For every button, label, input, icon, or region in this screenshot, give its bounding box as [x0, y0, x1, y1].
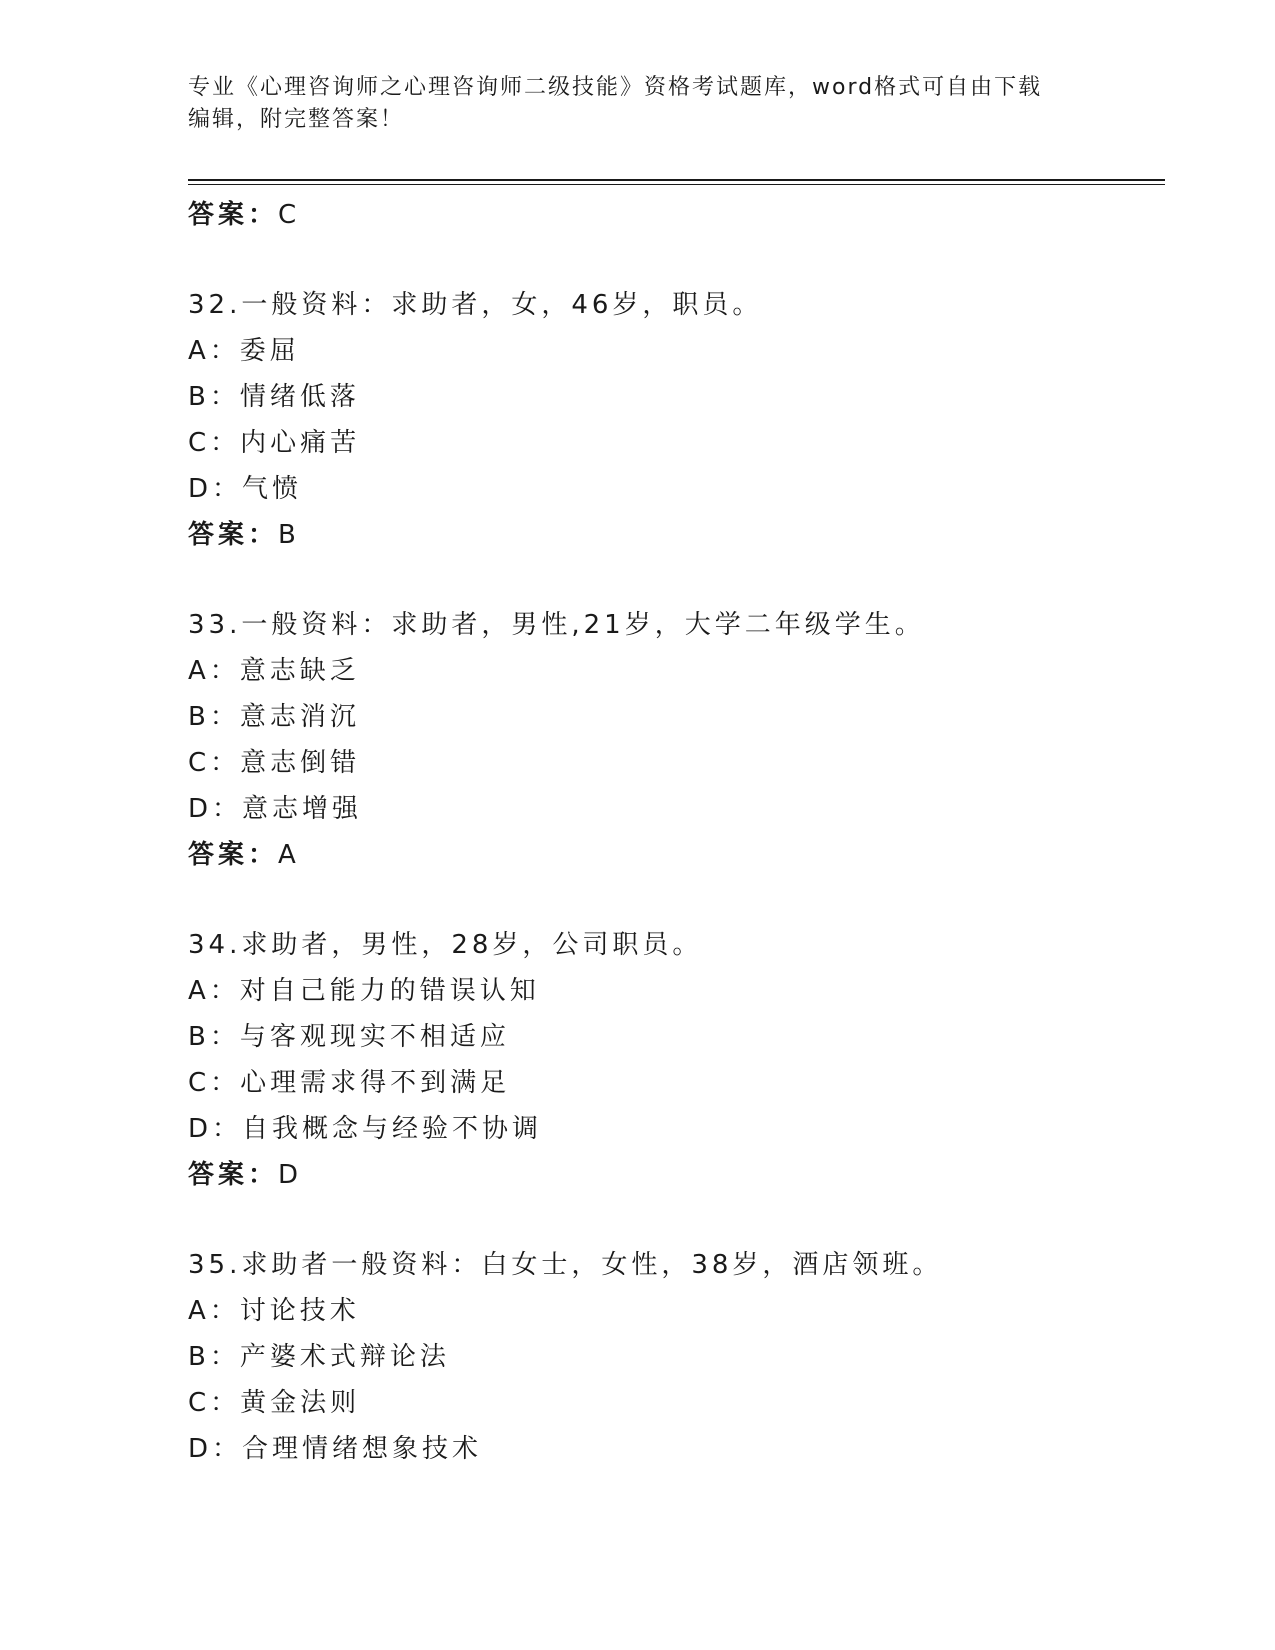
- answer-value: B: [278, 520, 300, 550]
- option-c: C：心理需求得不到满足: [188, 1068, 511, 1098]
- question-stem: 33.一般资料：求助者，男性,21岁，大学二年级学生。: [188, 610, 925, 640]
- option-a: A：讨论技术: [188, 1296, 360, 1326]
- option-d: D：气愤: [188, 474, 303, 504]
- option-d: D：合理情绪想象技术: [188, 1434, 483, 1464]
- question-stem: 32.一般资料：求助者，女，46岁，职员。: [188, 290, 763, 320]
- answer-label: 答案：: [188, 200, 279, 230]
- option-c: C：黄金法则: [188, 1388, 361, 1418]
- answer-line: [188, 192, 1148, 238]
- answer-label: 答案：: [188, 1160, 279, 1190]
- answer-line: [188, 512, 1148, 558]
- answer-value: A: [278, 840, 300, 870]
- option-b: B：与客观现实不相适应: [188, 1022, 510, 1052]
- answer-value: C: [278, 200, 301, 230]
- option-a: A：委屈: [188, 336, 300, 366]
- header-divider-thin: [188, 184, 1165, 185]
- answer-label: 答案：: [188, 840, 279, 870]
- option-b: B：意志消沉: [188, 702, 360, 732]
- question-block: [188, 922, 1148, 1198]
- answer-line: [188, 832, 1148, 878]
- option-c: C：意志倒错: [188, 748, 361, 778]
- answer-line: [188, 1152, 1148, 1198]
- question-block: [188, 602, 1148, 878]
- header-divider-thick: [188, 179, 1165, 181]
- option-a: A：意志缺乏: [188, 656, 360, 686]
- document-header: [188, 72, 1088, 136]
- question-list: [188, 192, 1148, 1472]
- option-c: C：内心痛苦: [188, 428, 361, 458]
- question-stem: 34.求助者，男性，28岁，公司职员。: [188, 930, 703, 960]
- question-block: [188, 282, 1148, 558]
- question-block: [188, 1242, 1148, 1472]
- answer-label: 答案：: [188, 520, 279, 550]
- option-d: D：意志增强: [188, 794, 363, 824]
- question-stem: 35.求助者一般资料：白女士，女性，38岁，酒店领班。: [188, 1250, 943, 1280]
- header-line-2: 编辑，附完整答案！: [188, 107, 405, 132]
- answer-value: D: [278, 1160, 303, 1190]
- option-b: B：产婆术式辩论法: [188, 1342, 450, 1372]
- header-line-1: 专业《心理咨询师之心理咨询师二级技能》资格考试题库，word格式可自由下载: [188, 75, 1043, 100]
- option-b: B：情绪低落: [188, 382, 360, 412]
- option-a: A：对自己能力的错误认知: [188, 976, 540, 1006]
- option-d: D：自我概念与经验不协调: [188, 1114, 543, 1144]
